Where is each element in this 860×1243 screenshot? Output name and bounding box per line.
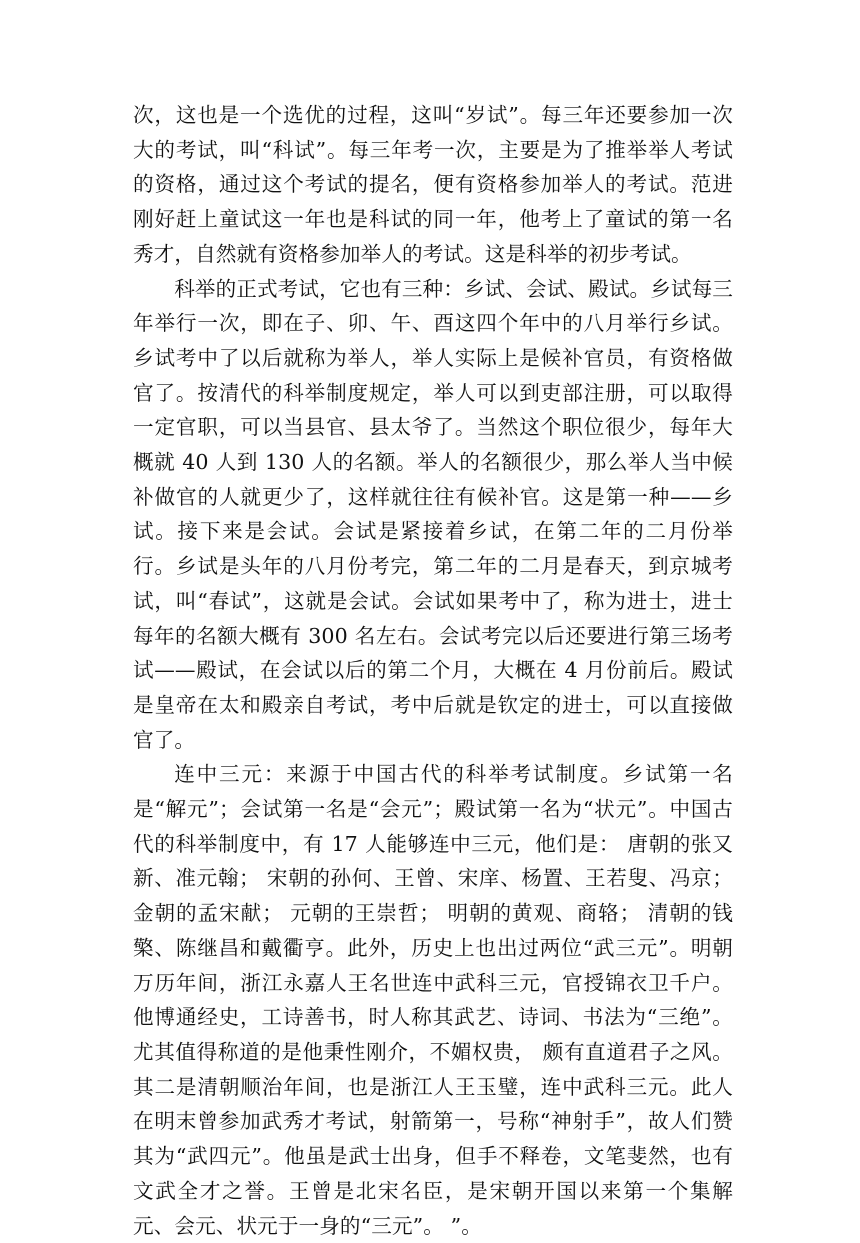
paragraph-three-firsts: 连中三元：来源于中国古代的科举考试制度。乡试第一名是“解元”；会试第一名是“会元”；殿试第一名为“状元”。中国古代的科举制度中，有 17 人能够连中三元，他们是： 唐朝的张又新、准元翰； 宋朝的孙何、王曾、宋庠、杨置、王若叟、冯京； 金朝的孟宋献； 元朝的王崇哲； 明朝的黄观、商辂； 清朝的钱檠、陈继昌和戴衢亨。此外，历史上也出过两位“武三元”。明朝万历年间，浙江永嘉人王名世连中武科三元，官授锦衣卫千户。他博通经史，工诗善书，时人称其武艺、诗词、书法为“三绝”。尤其值得称道的是他秉性刚介，不媚权贵， 颇有直道君子之风。 其二是清朝顺治年间，也是浙江人王玉璧，连中武科三元。此人在明末曾参加武秀才考试，射箭第一，号称“神射手”，故人们赞其为“武四元”。他虽是武士出身，但手不释卷，文笔斐然，也有文武全才之誉。王曾是北宋名臣，是宋朝开国以来第一个集解元、会元、状元于一身的“三元”。 ”。	[133, 762, 734, 1238]
paragraph-continuation: 次，这也是一个选优的过程，这叫“岁试”。每三年还要参加一次大的考试，叫“科试”。每三年考一次，主要是为了推举举人考试的资格，通过这个考试的提名，便有资格参加举人的考试。范进刚好赶上童试这一年也是科试的同一年，他考上了童试的第一名秀才，自然就有资格参加举人的考试。这是科举的初步考试。	[133, 103, 733, 266]
document-body	[133, 98, 733, 1243]
paragraph-formal-exams: 科举的正式考试，它也有三种：乡试、会试、殿试。乡试每三年举行一次，即在子、卯、午、酉这四个年中的八月举行乡试。乡试考中了以后就称为举人，举人实际上是候补官员，有资格做官了。按清代的科举制度规定，举人可以到吏部注册，可以取得一定官职，可以当县官、县太爷了。当然这个职位很少，每年大概就 40 人到 130 人的名额。举人的名额很少，那么举人当中候补做官的人就更少了，这样就往往有候补官。这是第一种——乡试。接下来是会试。会试是紧接着乡试，在第二年的二月份举行。乡试是头年的八月份考完，第二年的二月是春天，到京城考试，叫“春试”，这就是会试。会试如果考中了，称为进士，进士每年的名额大概有 300 名左右。会试考完以后还要进行第三场考试——殿试，在会试以后的第二个月，大概在 4 月份前后。殿试是皇帝在太和殿亲自考试，考中后就是钦定的进士，可以直接做官了。	[133, 276, 734, 752]
